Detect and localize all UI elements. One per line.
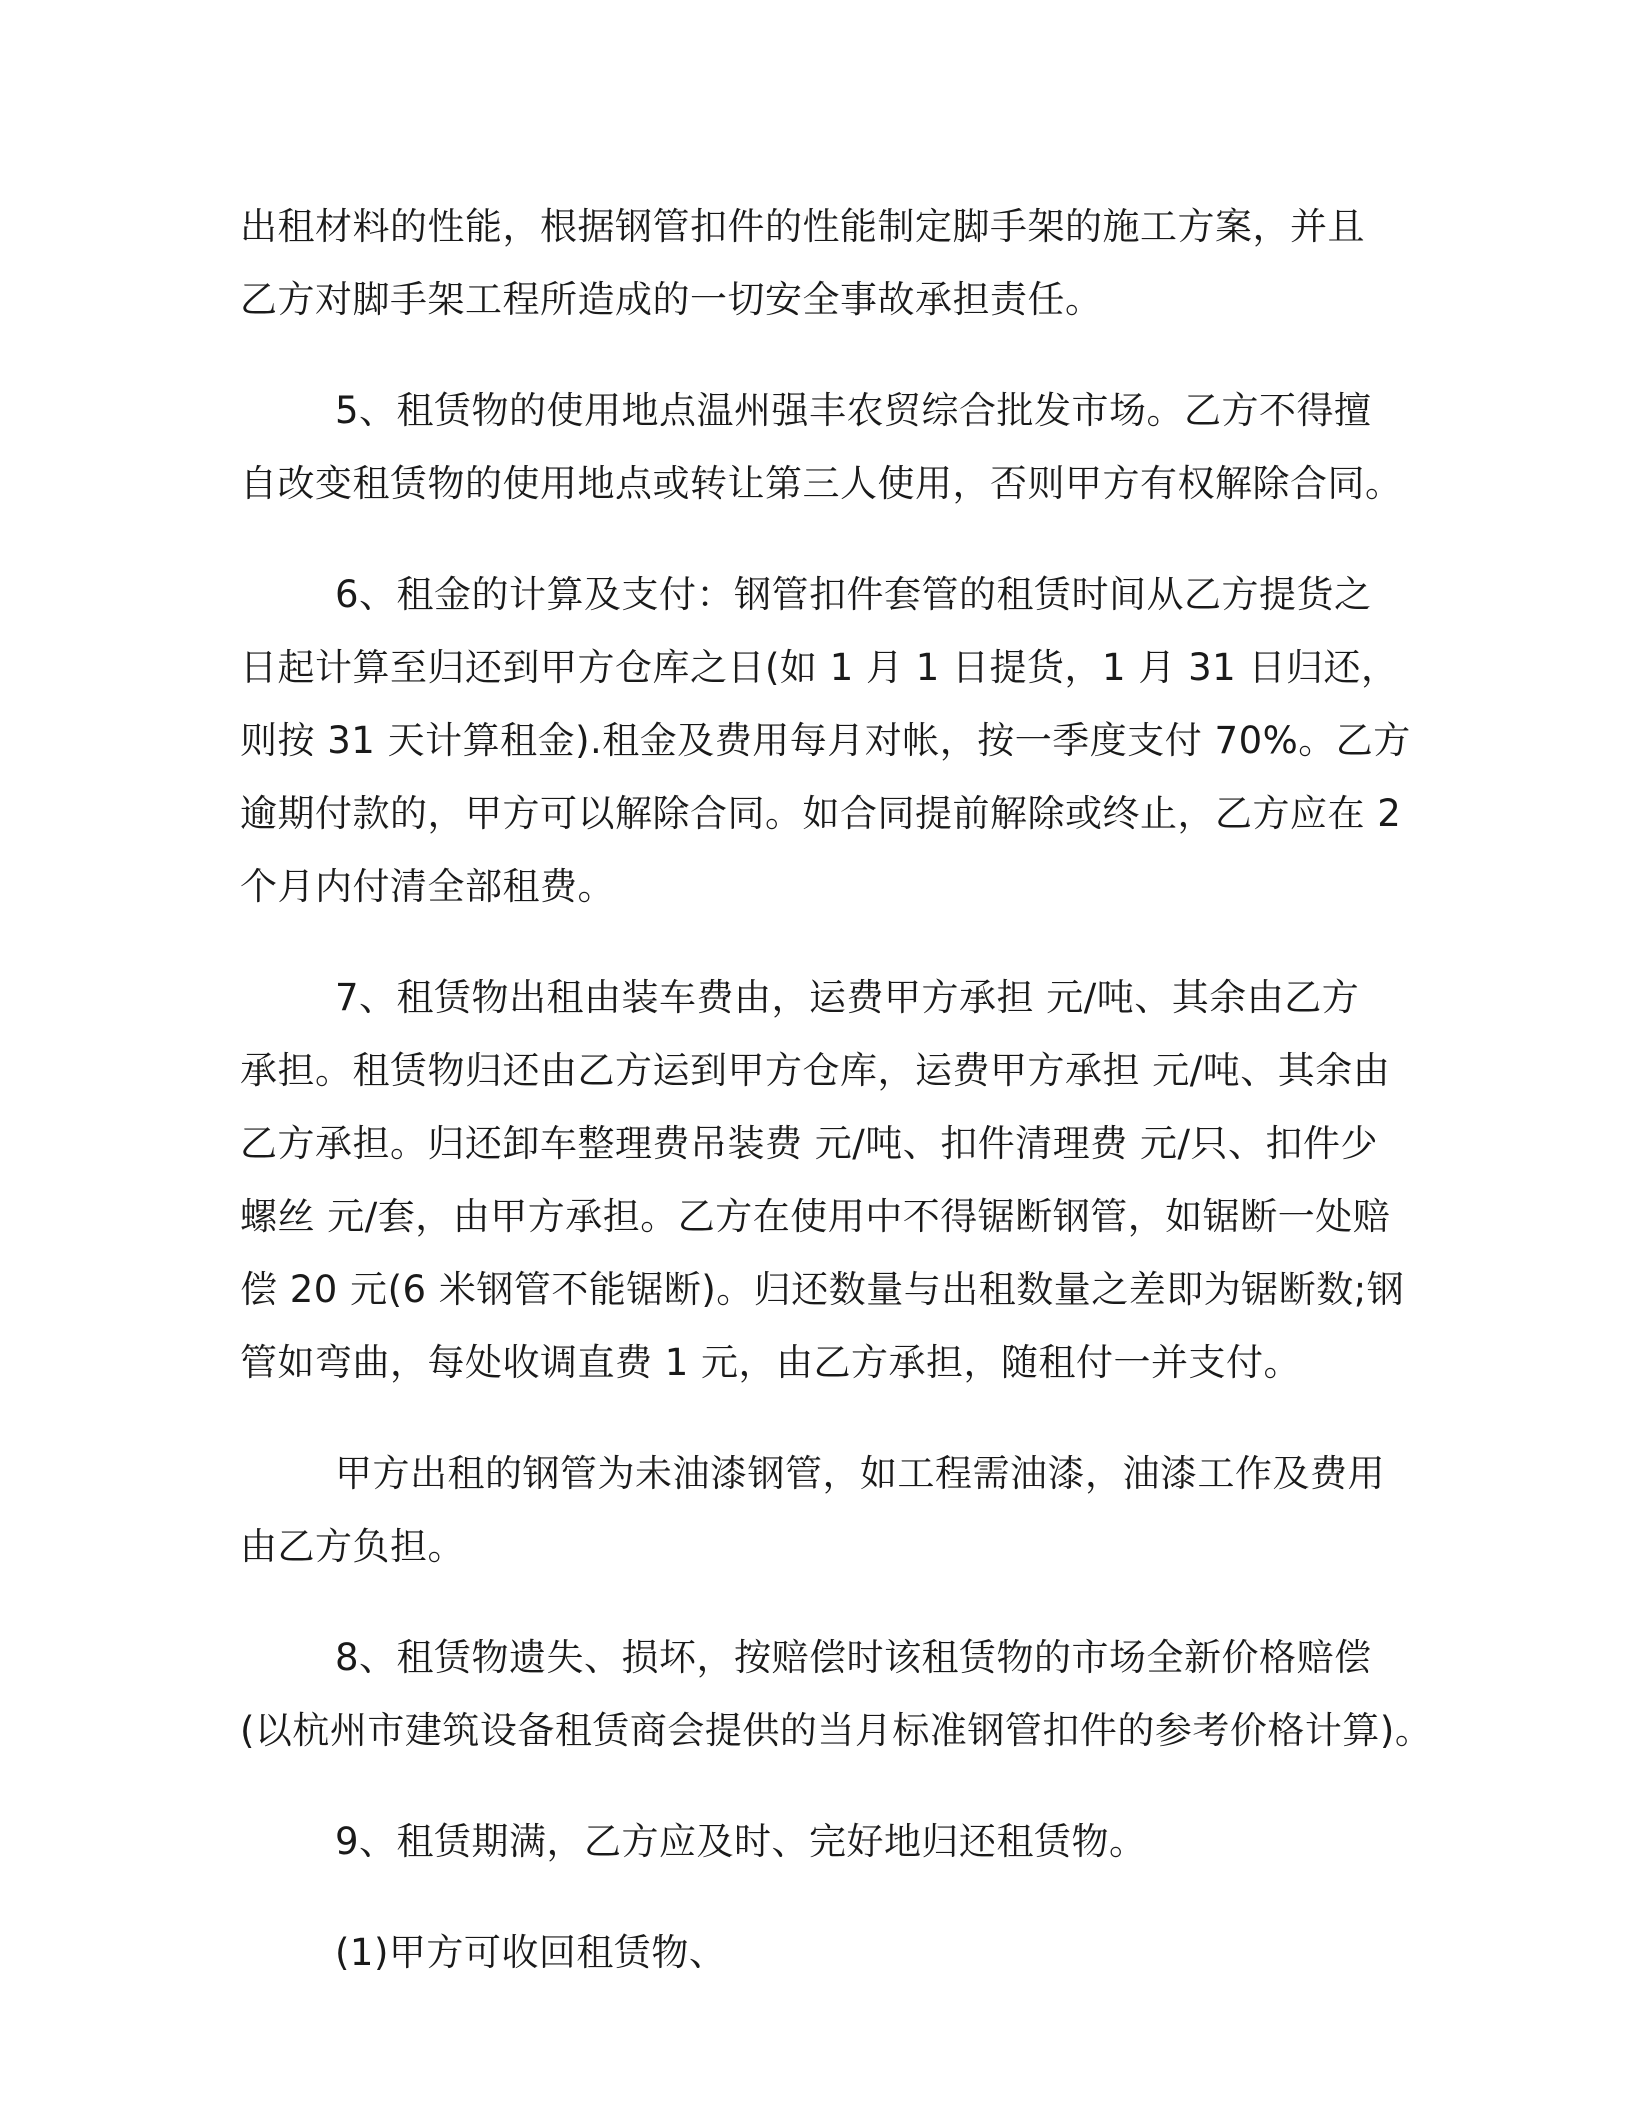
paragraph-safety-responsibility bbox=[240, 190, 1400, 336]
text-line: 管如弯曲，每处收调直费 1 元，由乙方承担，随租付一并支付。 bbox=[240, 1341, 1302, 1384]
paragraph-clause-8 bbox=[240, 1621, 1433, 1767]
paragraph-clause-7 bbox=[240, 961, 1405, 1399]
paragraph-gap bbox=[240, 1767, 1400, 1805]
paragraph-gap bbox=[240, 923, 1400, 961]
text-line: (1)甲方可收回租赁物、 bbox=[335, 1931, 727, 1974]
text-line: 承担。租赁物归还由乙方运到甲方仓库，运费甲方承担 元/吨、其余由 bbox=[240, 1049, 1391, 1092]
paragraph-clause-6 bbox=[240, 558, 1411, 923]
text-line: 出租材料的性能，根据钢管扣件的性能制定脚手架的施工方案，并且 bbox=[240, 205, 1365, 248]
text-line: (以杭州市建筑设备租赁商会提供的当月标准钢管扣件的参考价格计算)。 bbox=[240, 1709, 1433, 1752]
text-line: 由乙方负担。 bbox=[240, 1525, 465, 1568]
text-line: 9、租赁期满，乙方应及时、完好地归还租赁物。 bbox=[335, 1820, 1147, 1863]
text-line: 8、租赁物遗失、损坏，按赔偿时该租赁物的市场全新价格赔偿 bbox=[335, 1636, 1372, 1679]
text-line: 7、租赁物出租由装车费由，运费甲方承担 元/吨、其余由乙方 bbox=[335, 976, 1360, 1019]
text-line: 逾期付款的，甲方可以解除合同。如合同提前解除或终止，乙方应在 2 bbox=[240, 792, 1402, 835]
paragraph-clause-5 bbox=[240, 374, 1403, 520]
text-line: 6、租金的计算及支付：钢管扣件套管的租赁时间从乙方提货之 bbox=[335, 573, 1372, 616]
paragraph-gap bbox=[240, 520, 1400, 558]
paragraph-paint-note bbox=[240, 1437, 1400, 1583]
text-line: 日起计算至归还到甲方仓库之日(如 1 月 1 日提货，1 月 31 日归还， bbox=[240, 646, 1399, 689]
paragraph-clause-9 bbox=[240, 1805, 1400, 1878]
text-line: 甲方出租的钢管为未油漆钢管，如工程需油漆，油漆工作及费用 bbox=[335, 1452, 1385, 1495]
text-line: 乙方对脚手架工程所造成的一切安全事故承担责任。 bbox=[240, 278, 1103, 321]
paragraph-gap bbox=[240, 1583, 1400, 1621]
paragraph-gap bbox=[240, 1399, 1400, 1437]
text-line: 乙方承担。归还卸车整理费吊装费 元/吨、扣件清理费 元/只、扣件少 bbox=[240, 1122, 1378, 1165]
text-line: 自改变租赁物的使用地点或转让第三人使用，否则甲方有权解除合同。 bbox=[240, 462, 1403, 505]
text-line: 螺丝 元/套，由甲方承担。乙方在使用中不得锯断钢管，如锯断一处赔 bbox=[240, 1195, 1391, 1238]
text-line: 则按 31 天计算租金).租金及费用每月对帐，按一季度支付 70%。乙方 bbox=[240, 719, 1411, 762]
document-page bbox=[240, 190, 1433, 1989]
text-line: 偿 20 元(6 米钢管不能锯断)。归还数量与出租数量之差即为锯断数;钢 bbox=[240, 1268, 1405, 1311]
paragraph-gap bbox=[240, 336, 1400, 374]
paragraph-clause-9-1 bbox=[240, 1916, 1400, 1989]
paragraph-gap bbox=[240, 1878, 1400, 1916]
text-line: 个月内付清全部租费。 bbox=[240, 865, 615, 908]
text-line: 5、租赁物的使用地点温州强丰农贸综合批发市场。乙方不得擅 bbox=[335, 389, 1372, 432]
